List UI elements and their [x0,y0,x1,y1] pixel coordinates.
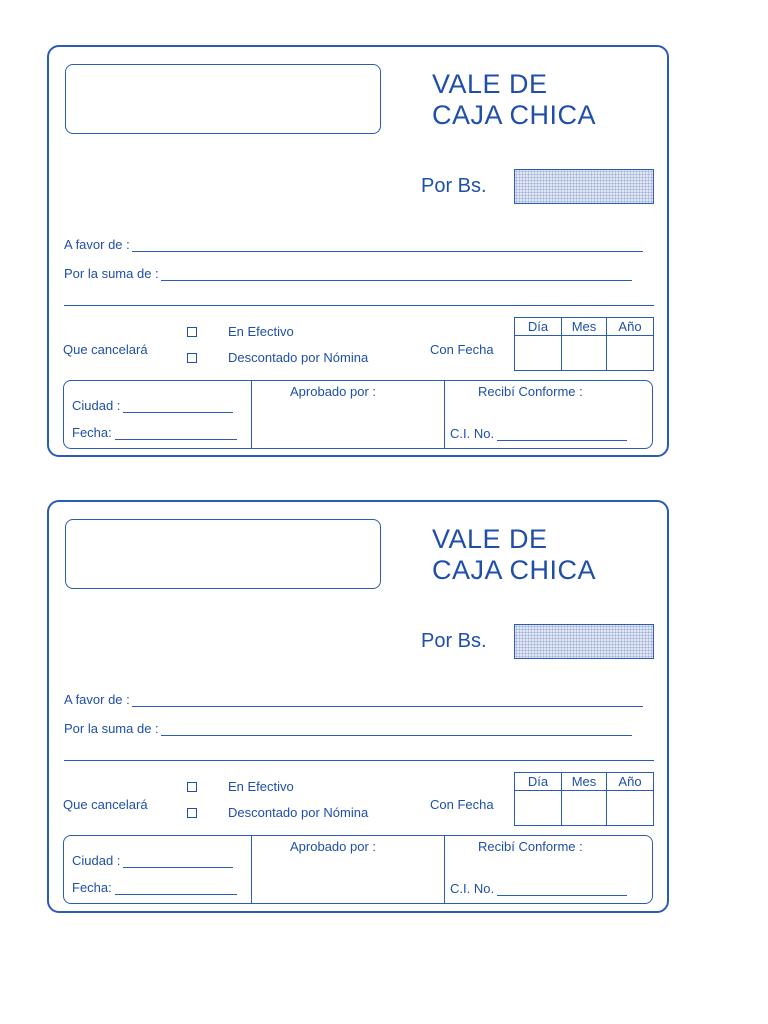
sum-field[interactable] [64,721,632,736]
id-number-field[interactable] [450,881,627,896]
payroll-checkbox[interactable] [187,353,197,363]
payee-line[interactable] [132,695,643,707]
divider [444,381,445,448]
sum-line[interactable] [161,724,632,736]
approved-by-label: Aprobado por : [290,839,377,854]
petty-cash-voucher-1 [47,45,669,457]
day-cell[interactable] [515,791,562,825]
payee-field[interactable] [64,692,643,707]
payroll-option-label: Descontado por Nómina [228,350,369,365]
city-label: Ciudad : [72,853,121,868]
date-line[interactable] [115,428,237,440]
payee-label: A favor de : [64,237,130,252]
sum-label: Por la suma de : [64,721,159,736]
approved-by-label: Aprobado por : [290,384,377,399]
city-line[interactable] [123,401,233,413]
payee-line[interactable] [132,240,643,252]
sum-label: Por la suma de : [64,266,159,281]
month-cell[interactable] [562,336,607,370]
day-header: Día [515,773,562,791]
date-field[interactable] [72,425,237,440]
year-header: Año [607,773,653,791]
petty-cash-voucher-2 [47,500,669,913]
year-cell[interactable] [607,791,653,825]
divider [251,381,252,448]
date-field[interactable] [72,880,237,895]
signature-section [63,380,653,449]
amount-field[interactable] [514,169,654,204]
payee-field[interactable] [64,237,643,252]
payee-label: A favor de : [64,692,130,707]
payment-method-label: Que cancelará [63,797,148,812]
city-field[interactable] [72,853,233,868]
signature-section [63,835,653,904]
year-cell[interactable] [607,336,653,370]
company-stamp-box [65,64,381,134]
date-label: Con Fecha [430,342,494,357]
id-number-line[interactable] [497,429,627,441]
divider [251,836,252,903]
date-grid [514,772,654,826]
day-header: Día [515,318,562,336]
month-cell[interactable] [562,791,607,825]
received-by-label: Recibí Conforme : [478,384,583,399]
date-field-label: Fecha: [72,425,112,440]
city-label: Ciudad : [72,398,121,413]
month-header: Mes [562,773,607,791]
company-stamp-box [65,519,381,589]
day-cell[interactable] [515,336,562,370]
city-line[interactable] [123,856,233,868]
date-line[interactable] [115,883,237,895]
sum-line[interactable] [161,269,632,281]
payroll-checkbox[interactable] [187,808,197,818]
payment-method-label: Que cancelará [63,342,148,357]
id-number-label: C.I. No. [450,426,495,441]
voucher-title: VALE DE CAJA CHICA [432,524,597,585]
id-number-field[interactable] [450,426,627,441]
sum-continuation-line[interactable] [64,305,654,306]
amount-label: Por Bs. [421,630,487,652]
month-header: Mes [562,318,607,336]
voucher-title: VALE DE CAJA CHICA [432,69,597,130]
sum-field[interactable] [64,266,632,281]
city-field[interactable] [72,398,233,413]
date-field-label: Fecha: [72,880,112,895]
sum-continuation-line[interactable] [64,760,654,761]
cash-option-label: En Efectivo [228,779,294,794]
divider [444,836,445,903]
amount-label: Por Bs. [421,175,487,197]
id-number-label: C.I. No. [450,881,495,896]
cash-option-label: En Efectivo [228,324,294,339]
cash-checkbox[interactable] [187,327,197,337]
date-grid [514,317,654,371]
amount-field[interactable] [514,624,654,659]
id-number-line[interactable] [497,884,627,896]
date-label: Con Fecha [430,797,494,812]
year-header: Año [607,318,653,336]
cash-checkbox[interactable] [187,782,197,792]
payroll-option-label: Descontado por Nómina [228,805,369,820]
received-by-label: Recibí Conforme : [478,839,583,854]
